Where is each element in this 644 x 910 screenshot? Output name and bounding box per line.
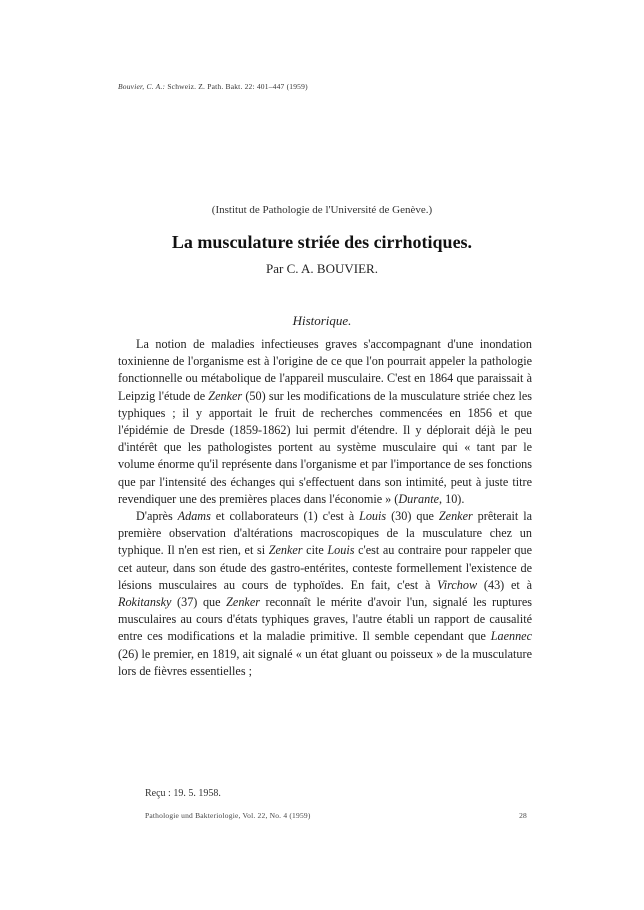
citation-author: Bouvier, C. A.:	[118, 82, 166, 91]
paragraph-1: La notion de maladies infectieuses graves s'accompagnant d'une inondation toxinienne de l'organisme est à l'origine de ce que l'on pourrait appeler la pathologie fonctionnelle ou métabolique de l'appareil musculaire. C'est en 1864 que paraissait à Leipzig l'étude de Zenker (50) sur les modifications de la musculature striée chez les typhiques ; il y apportait le fruit de recherches commencées en 1856 et que l'épidémie de Dresde (1859-1862) lui permit d'étendre. Il y déplorait déjà le peu d'intérêt que les pathologistes portent au système musculaire qui « tant par le volume énorme qu'il représente dans l'organisme et par l'importance de ses fonctions que par l'intensité des échanges qui s'effectuent dans son intimité, peut à juste titre revendiquer une des premières places dans l'économie » (Durante, 10).	[118, 337, 532, 506]
page-footer	[145, 811, 527, 820]
body-text	[118, 336, 532, 680]
received-date: Reçu : 19. 5. 1958.	[145, 788, 221, 799]
author-byline: Par C. A. BOUVIER.	[266, 261, 378, 276]
footer-journal: Pathologie und Bakteriologie, Vol. 22, No. 4 (1959)	[145, 811, 311, 820]
citation-header	[118, 82, 308, 91]
page-number: 28	[519, 811, 527, 820]
citation-journal: Schweiz. Z. Path. Bakt. 22: 401–447 (1959)	[167, 82, 308, 91]
paragraph-2: D'après Adams et collaborateurs (1) c'est à Louis (30) que Zenker prêterait la première observation d'altérations macroscopiques de la musculature chez un typhique. Il n'en est rien, et si Zenker cite Louis c'est au contraire pour rappeler que cet auteur, dans son étude des gastro-entérites, conteste formellement l'existence de lésions musculaires au cours de typhoïdes. En fait, c'est à Virchow (43) et à Rokitansky (37) que Zenker reconnaît le mérite d'avoir l'un, signalé les ruptures musculaires au cours d'états typhiques graves, l'autre établi un rapport de causalité entre ces modifications et la maladie primitive. Il semble cependant que Laennec (26) le premier, en 1819, ait signalé « un état gluant ou poisseux » de la musculature lors de fièvres essentielles ;	[118, 509, 532, 678]
section-heading: Historique.	[292, 313, 352, 328]
article-title: La musculature striée des cirrhotiques.	[171, 232, 473, 252]
institution-line: (Institut de Pathologie de l'Université de Genève.)	[211, 204, 433, 216]
